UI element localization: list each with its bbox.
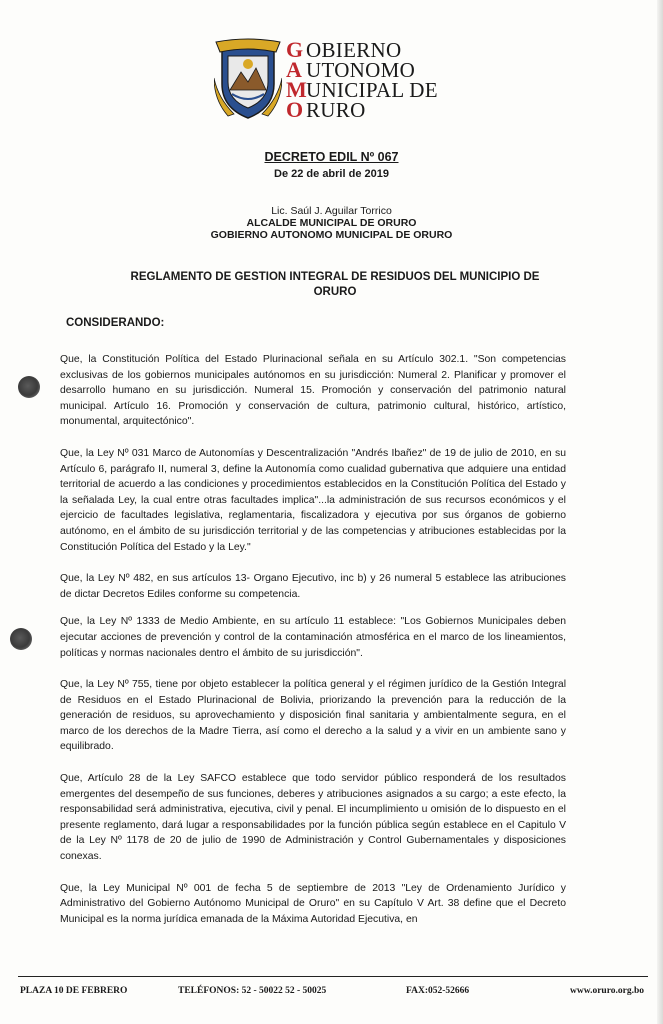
document-body <box>60 352 566 943</box>
org-name-line: RURO <box>306 98 366 122</box>
municipal-coat-of-arms-icon <box>214 38 282 122</box>
gamo-letter: M <box>286 77 307 102</box>
gamo-letter: A <box>286 57 302 82</box>
signatory-institution: GOBIERNO AUTONOMO MUNICIPAL DE ORURO <box>210 229 453 241</box>
footer-address: PLAZA 10 DE FEBRERO <box>20 986 128 996</box>
paragraph: Que, la Ley Nº 482, en sus artículos 13- Organo Ejecutivo, inc b) y 26 numeral 5 establece las atribuciones de dictar Decretos Ediles conforme su competencia. <box>60 573 566 600</box>
section-heading: CONSIDERANDO: <box>66 317 165 329</box>
paragraph: Que, la Ley Municipal Nº 001 de fecha 5 de septiembre de 2013 "Ley de Ordenamiento Jurídico y Administrativo del Gobierno Autónomo Municipal de Oruro" en su Capítulo V Art. 38 define que el Decreto Municipal es la norma jurídica emanada de la Máxima Autoridad Ejecutiva, en <box>60 882 566 925</box>
signatory-block <box>0 205 663 241</box>
paragraph: Que, la Ley Nº 755, tiene por objeto establecer la política general y el régimen jurídico de la Gestión Integral de Residuos en el Estado Plurinacional de Bolivia, priorizando la prevención para la reducción de la generación de residuos, su aprovechamiento y disposición final sanitaria y ambientalmente segura, en el marco de los derechos de la Madre Tierra, así como el derecho a la salud y a vivir en un ambiente sano y equilibrado. <box>60 679 566 753</box>
decree-date: De 22 de abril de 2019 <box>274 168 389 180</box>
org-name <box>306 40 438 120</box>
org-name-line: UNICIPAL DE <box>306 78 438 102</box>
footer-website: www.oruro.org.bo <box>570 986 644 996</box>
decree-number: DECRETO EDIL Nº 067 <box>264 150 399 164</box>
paragraph: Que, Artículo 28 de la Ley SAFCO establece que todo servidor público responderá de los resultados emergentes del desempeño de sus funciones, deberes y atribuciones asignados a su cargo; a este efecto, la responsabilidad será administrativa, ejecutiva, civil y penal. El incumplimiento u omisión de lo dispuesto en el presente reglamento, dará lugar a responsabilidades por la función pública según establece en el Capitulo V de la Ley Nº 1178 de 20 de julio de 1990 de Administración y Control Gubernamentales y disposiciones conexas. <box>60 773 566 863</box>
org-name-line: OBIERNO <box>306 38 402 62</box>
paragraph: Que, la Ley Nº 031 Marco de Autonomías y Descentralización "Andrés Ibañez" de 19 de julio de 2010, en su Artículo 6, parágrafo II, numeral 3, define la Autonomía como cualidad gubernativa que adquiere una entidad territorial de acuerdo a las condiciones y procedimientos establecidos en la Constitución Política del Estado y la señalada Ley, la cual entre otras facultades implica"...la administración de sus recursos económicos y el ejercicio de facultades legislativa, reglamentaria, fiscalizadora y ejecutiva por sus órganos de gobierno autónomo, en el ámbito de su jurisdicción territorial y de las competencias y atribuciones establecidas por la Constitución Política del Estado y la Ley." <box>60 447 566 553</box>
gamo-letter: G <box>286 37 304 62</box>
gamo-initials <box>286 37 307 122</box>
gamo-letter: O <box>286 97 304 122</box>
document-title: REGLAMENTO DE GESTION INTEGRAL DE RESIDUOS DEL MUNICIPIO DE ORURO <box>130 271 540 298</box>
footer-fax: FAX:052-52666 <box>406 986 470 996</box>
letterhead <box>214 38 454 126</box>
paragraph: Que, la Ley Nº 1333 de Medio Ambiente, en su artículo 11 establece: "Los Gobiernos Municipales deben ejecutar acciones de prevención y control de la contaminación atmosférica en el marco de los lineamientos, políticas y normas nacionales dentro el ámbito de su jurisdicción". <box>60 616 566 659</box>
signatory-name: Lic. Saúl J. Aguilar Torrico <box>271 205 392 217</box>
footer-phones: TELÉFONOS: 52 - 50022 52 - 50025 <box>178 986 327 996</box>
punch-hole <box>18 376 40 398</box>
paragraph: Que, la Constitución Política del Estado Plurinacional señala en su Artículo 302.1. "Son competencias exclusivas de los gobiernos municipales autónomos en su jurisdicción: Numeral 2. Planificar y promover el desarrollo humano en su jurisdicción. Numeral 15. Promoción y conservación del patrimonio natural municipal. Artículo 16. Promoción y conservación de cultura, patrimonio cultural, histórico, artístico, monumental, arquitectónico". <box>60 354 566 428</box>
signatory-role: ALCALDE MUNICIPAL DE ORURO <box>246 217 417 229</box>
punch-hole <box>10 628 32 650</box>
org-name-line: UTONOMO <box>306 58 416 82</box>
footer <box>18 976 648 1007</box>
